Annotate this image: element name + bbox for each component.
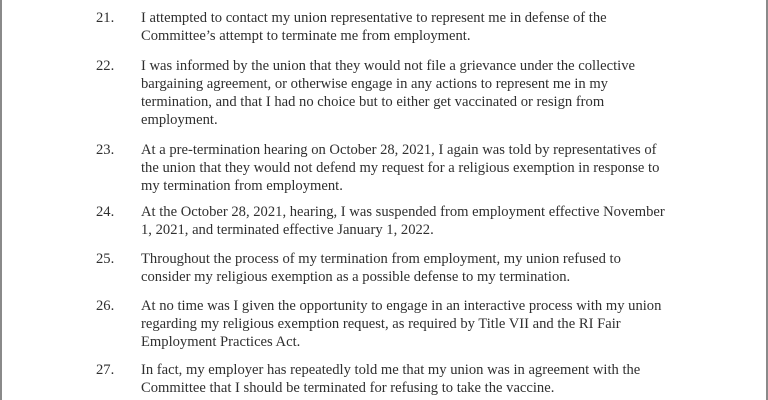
text-line: Employment Practices Act. (141, 334, 301, 350)
text-line: At no time was I given the opportunity to engage in an interactive process with my union (141, 298, 662, 314)
text-line: consider my religious exemption as a possible defense to my termination. (141, 269, 571, 285)
text-line: 1, 2021, and terminated effective January 1, 2022. (141, 222, 434, 238)
text-line: bargaining agreement, or otherwise engage in any actions to represent me in my (141, 76, 608, 92)
paragraph-text (141, 297, 701, 351)
paragraph-number: 27. (96, 362, 115, 378)
paragraph-number: 23. (96, 142, 115, 158)
paragraph-text (141, 141, 701, 195)
paragraph-21 (96, 9, 696, 45)
paragraph-27 (96, 361, 696, 397)
text-line: At a pre-termination hearing on October 28, 2021, I again was told by representatives of (141, 142, 657, 158)
paragraph-number: 22. (96, 58, 115, 74)
paragraph-text (141, 9, 701, 45)
text-line: employment. (141, 112, 218, 128)
paragraph-number: 26. (96, 298, 115, 314)
paragraph-number: 21. (96, 10, 115, 26)
paragraph-25 (96, 250, 696, 286)
text-line: regarding my religious exemption request, as required by Title VII and the RI Fair (141, 316, 621, 332)
text-line: In fact, my employer has repeatedly told me that my union was in agreement with the (141, 362, 641, 378)
paragraph-number: 25. (96, 251, 115, 267)
paragraph-text (141, 203, 701, 239)
text-line: termination, and that I had no choice but to either get vaccinated or resign from (141, 94, 605, 110)
paragraph-text (141, 361, 701, 397)
text-line: At the October 28, 2021, hearing, I was suspended from employment effective November (141, 204, 665, 220)
paragraph-23 (96, 141, 696, 195)
text-line: I was informed by the union that they would not file a grievance under the collective (141, 58, 635, 74)
paragraph-22 (96, 57, 696, 129)
text-line: I attempted to contact my union representative to represent me in defense of the (141, 10, 607, 26)
text-line: Committee that I should be terminated for refusing to take the vaccine. (141, 380, 555, 396)
paragraph-text (141, 250, 701, 286)
text-line: the union that they would not defend my request for a religious exemption in response to (141, 160, 660, 176)
text-line: Committee’s attempt to terminate me from employment. (141, 28, 471, 44)
paragraph-24 (96, 203, 696, 239)
paragraph-26 (96, 297, 696, 351)
text-line: my termination from employment. (141, 178, 343, 194)
paragraph-text (141, 57, 701, 129)
text-line: Throughout the process of my termination from employment, my union refused to (141, 251, 621, 267)
paragraph-number: 24. (96, 204, 115, 220)
